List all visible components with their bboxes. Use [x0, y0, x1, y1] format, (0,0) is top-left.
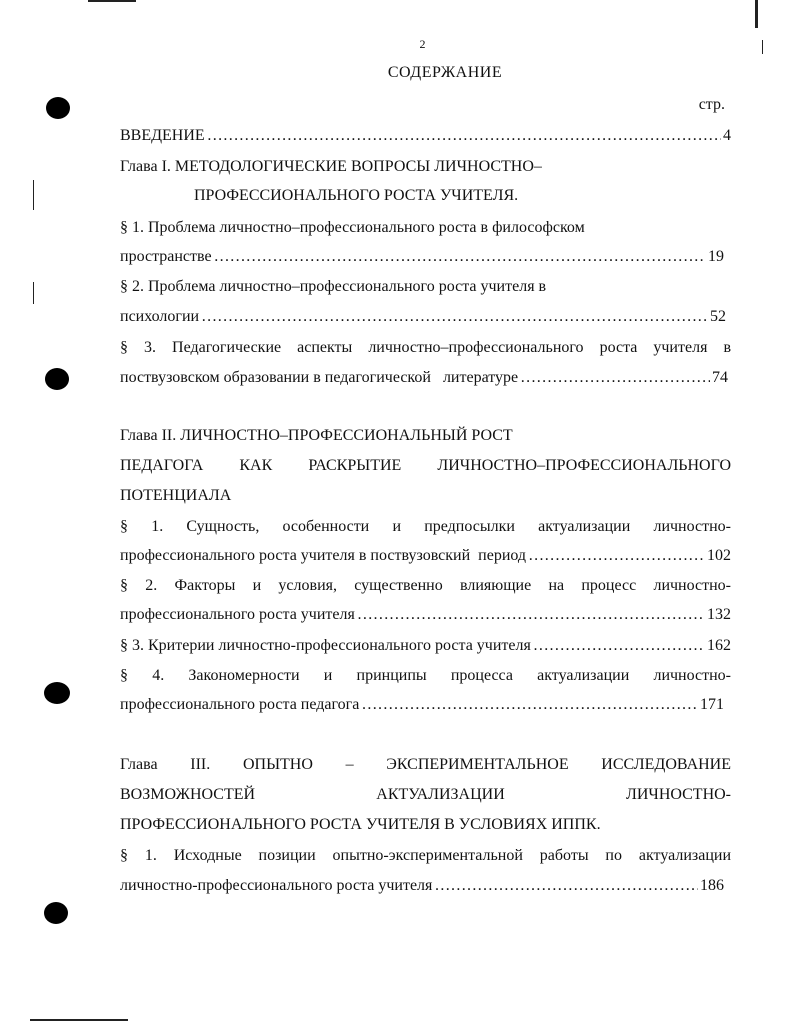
- toc-page-number: 162: [707, 637, 731, 654]
- toc-entry-label: § 3. Критерии личностно-профессионального роста учителя: [120, 637, 531, 654]
- toc-page-number: 186: [700, 877, 724, 894]
- toc-entry-label: личностно-профессионального роста учителя: [120, 877, 433, 894]
- toc-entry-1-1: § 1. Проблема личностно–профессионального роста в философском: [120, 219, 585, 236]
- dot-leader: [434, 876, 698, 896]
- toc-entry-2-2: § 2. Факторы и условия, существенно влияющие на процесс личностно-: [120, 577, 731, 594]
- page-title: СОДЕРЖАНИЕ: [387, 64, 503, 81]
- dot-leader: [361, 695, 698, 715]
- toc-entry-1-3: § 3. Педагогические аспекты личностно–профессионального роста учителя в: [120, 339, 731, 356]
- punch-hole-upper-middle: [45, 368, 69, 390]
- dot-leader: [214, 247, 706, 267]
- dot-leader: [201, 307, 708, 327]
- toc-entry-1-2: § 2. Проблема личностно–профессионального роста учителя в: [120, 278, 547, 295]
- toc-entry-label: ВВЕДЕНИЕ: [120, 127, 205, 144]
- dot-leader: [357, 605, 705, 625]
- toc-entry-label: поствузовском образовании в педагогической литературе: [120, 369, 519, 386]
- dot-leader: [207, 126, 721, 146]
- punch-hole-bottom: [44, 902, 68, 924]
- toc-entry-3-1-cont: [120, 876, 724, 896]
- punch-hole-lower-middle: [44, 682, 70, 704]
- toc-page-number: 74: [712, 369, 728, 386]
- toc-page-number: 52: [710, 308, 726, 325]
- chapter-2-heading-cont-2: ПОТЕНЦИАЛА: [120, 487, 232, 504]
- dot-leader: [528, 546, 705, 566]
- chapter-2-heading-cont: ПЕДАГОГА КАК РАСКРЫТИЕ ЛИЧНОСТНО–ПРОФЕССИОНАЛЬНОГО: [120, 457, 731, 474]
- chapter-3-heading-cont-2: ПРОФЕССИОНАЛЬНОГО РОСТА УЧИТЕЛЯ В УСЛОВИЯХ ИППК.: [120, 816, 601, 833]
- toc-entry-introduction: [120, 126, 731, 146]
- dot-leader: [520, 368, 710, 388]
- scan-mark-left-2: [33, 282, 34, 304]
- scan-mark-left-1: [33, 180, 34, 210]
- toc-entry-2-1: § 1. Сущность, особенности и предпосылки актуализации личностно-: [120, 518, 731, 535]
- page-column-label: стр.: [698, 96, 725, 113]
- toc-entry-2-2-cont: [120, 605, 731, 625]
- toc-entry-2-4: § 4. Закономерности и принципы процесса актуализации личностно-: [120, 667, 731, 684]
- toc-entry-1-3-cont: [120, 368, 728, 388]
- toc-entry-2-4-cont: [120, 695, 724, 715]
- toc-entry-1-1-cont: [120, 247, 724, 267]
- scan-mark-bottom-left: [30, 1019, 128, 1021]
- toc-entry-3-1: § 1. Исходные позиции опытно-экспериментальной работы по актуализации: [120, 847, 731, 864]
- chapter-3-heading: Глава III. ОПЫТНО – ЭКСПЕРИМЕНТАЛЬНОЕ ИССЛЕДОВАНИЕ: [120, 756, 731, 773]
- toc-entry-2-3: [120, 636, 731, 656]
- toc-entry-2-1-cont: [120, 546, 731, 566]
- scan-mark-top-left: [88, 0, 136, 2]
- toc-entry-1-2-cont: [120, 307, 726, 327]
- punch-hole-top: [46, 97, 70, 119]
- dot-leader: [533, 636, 705, 656]
- toc-page-number: 171: [700, 696, 724, 713]
- chapter-3-heading-cont: ВОЗМОЖНОСТЕЙ АКТУАЛИЗАЦИИ ЛИЧНОСТНО-: [120, 786, 731, 803]
- toc-page-number: 132: [707, 606, 731, 623]
- scan-mark-top-right: [755, 0, 758, 28]
- toc-entry-label: профессионального роста учителя: [120, 606, 355, 623]
- chapter-1-heading-cont: ПРОФЕССИОНАЛЬНОГО РОСТА УЧИТЕЛЯ.: [194, 187, 519, 204]
- toc-page-number: 4: [723, 127, 731, 144]
- toc-page-number: 102: [707, 547, 731, 564]
- chapter-1-heading: Глава I. МЕТОДОЛОГИЧЕСКИЕ ВОПРОСЫ ЛИЧНОСТНО–: [120, 158, 542, 175]
- toc-page-number: 19: [708, 248, 724, 265]
- page-number: 2: [419, 37, 426, 51]
- toc-entry-label: психологии: [120, 308, 200, 325]
- toc-entry-label: профессионального роста педагога: [120, 696, 360, 713]
- toc-entry-label: профессионального роста учителя в поствузовский период: [120, 547, 527, 564]
- toc-entry-label: пространстве: [120, 248, 212, 265]
- chapter-2-heading: Глава II. ЛИЧНОСТНО–ПРОФЕССИОНАЛЬНЫЙ РОСТ: [120, 427, 513, 444]
